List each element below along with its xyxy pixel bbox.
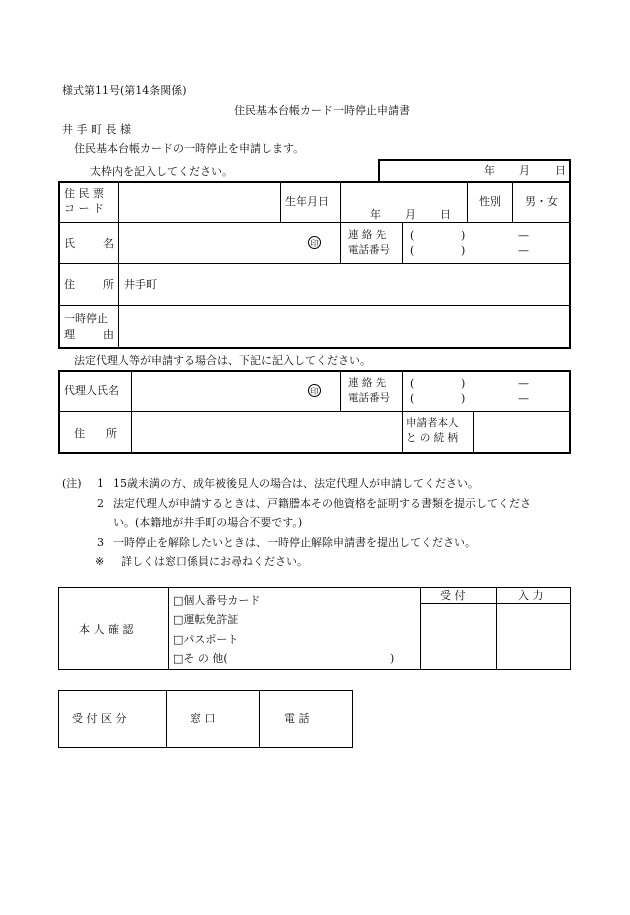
phone-paren-close: )	[461, 244, 466, 257]
reception-label: 受 付 区 分	[72, 712, 127, 725]
relation-field[interactable]	[474, 413, 570, 452]
reason-field[interactable]	[119, 307, 569, 347]
instruction-text: 太枠内を記入してください。	[90, 165, 233, 178]
relation-label-2: と の 続 柄	[406, 432, 459, 444]
agent-address-label-first: 住	[74, 427, 85, 440]
reason-label-1: 一時停止	[64, 312, 108, 325]
address-label-first: 住	[64, 278, 75, 291]
contact-label-1: 連 絡 先	[348, 229, 387, 241]
received-label: 受 付	[440, 589, 466, 602]
verification-label: 本 人 確 認	[79, 623, 134, 636]
note-4-mark: ※	[95, 555, 105, 568]
agent-address-field[interactable]	[132, 413, 401, 452]
reason-label-2b: 由	[103, 328, 114, 341]
agent-seal-mark: 印	[308, 384, 321, 397]
agent-contact-paren-open: (	[410, 377, 415, 390]
note-4: 詳しくは窓口係員にお尋ねください。	[121, 555, 308, 568]
note-1-number: 1	[97, 477, 104, 490]
birthdate-label: 生年月日	[285, 195, 329, 208]
date-day-label: 日	[555, 164, 566, 177]
option-drivers-license[interactable]: □運転免許証	[173, 613, 239, 626]
date-box[interactable]	[378, 159, 571, 183]
phone-paren-open: (	[410, 244, 415, 257]
resident-code-label-2: コ ー ド	[64, 202, 104, 215]
birth-year-label: 年	[370, 208, 381, 221]
phone-dash: —	[518, 244, 529, 257]
note-2-number: 2	[97, 497, 104, 510]
agent-address-label-second: 所	[106, 427, 117, 440]
agent-phone-dash: —	[518, 392, 529, 405]
contact-label-2: 電話番号	[348, 244, 390, 256]
note-2-line-2: い。(本籍地が井手町の場合不要です。)	[113, 516, 303, 529]
form-number: 様式第11号(第14条関係)	[62, 84, 187, 97]
date-year-label: 年	[484, 164, 495, 177]
agent-heading: 法定代理人等が申請する場合は、下記に記入してください。	[74, 354, 371, 367]
note-2-line-1: 法定代理人が申請するときは、戸籍謄本その他資格を証明する書類を提示してくださ	[113, 497, 531, 510]
address-field[interactable]	[119, 265, 569, 303]
reception-phone[interactable]: 電 話	[284, 712, 310, 725]
name-field[interactable]	[119, 224, 339, 262]
option-other[interactable]: □そ の 他(	[173, 652, 228, 665]
note-3-number: 3	[97, 536, 104, 549]
seal-mark: 印	[308, 236, 321, 249]
note-1: 15歳未満の方、成年被後見人の場合は、法定代理人が申請してください。	[113, 477, 479, 490]
reason-label-2a: 理	[64, 328, 75, 341]
relation-label-1: 申請者本人	[406, 417, 459, 429]
contact-paren-close: )	[461, 229, 466, 242]
resident-code-label-1: 住 民 票	[64, 187, 104, 200]
received-stamp-field[interactable]	[421, 604, 495, 669]
agent-phone-paren-open: (	[410, 392, 415, 405]
note-3: 一時停止を解除したいときは、一時停止解除申請書を提出してください。	[113, 536, 476, 549]
option-individual-number-card[interactable]: □個人番号カード	[173, 594, 261, 607]
agent-contact-dash: —	[518, 377, 529, 390]
agent-contact-label-1: 連 絡 先	[348, 377, 387, 389]
gender-label: 性別	[479, 195, 501, 208]
name-label-second: 名	[103, 237, 114, 250]
address-value: 井手町	[124, 278, 157, 291]
agent-contact-paren-close: )	[461, 377, 466, 390]
option-passport[interactable]: □パスポート	[173, 633, 239, 646]
agent-phone-paren-close: )	[461, 392, 466, 405]
agent-contact-label-2: 電話番号	[348, 392, 390, 404]
date-month-label: 月	[519, 164, 530, 177]
birth-day-label: 日	[440, 208, 451, 221]
name-label-first: 氏	[64, 237, 75, 250]
form-title: 住民基本台帳カード一時停止申請書	[234, 104, 410, 117]
resident-code-field[interactable]	[119, 183, 279, 221]
entered-stamp-field[interactable]	[497, 604, 570, 669]
intro-text: 住民基本台帳カードの一時停止を申請します。	[74, 142, 305, 155]
contact-phone-field[interactable]	[403, 224, 570, 262]
entered-label: 入 力	[518, 589, 544, 602]
agent-name-label: 代理人氏名	[64, 384, 119, 397]
gender-options[interactable]: 男・女	[525, 195, 558, 208]
contact-dash: —	[518, 229, 529, 242]
contact-paren-open: (	[410, 229, 415, 242]
agent-phone-field[interactable]	[403, 372, 570, 410]
birth-month-label: 月	[405, 208, 416, 221]
notes-prefix: (注)	[62, 477, 82, 490]
reception-counter[interactable]: 窓 口	[190, 712, 216, 725]
address-label-second: 所	[103, 278, 114, 291]
addressee: 井 手 町 長 様	[62, 123, 131, 136]
option-other-close-paren: )	[390, 652, 395, 665]
